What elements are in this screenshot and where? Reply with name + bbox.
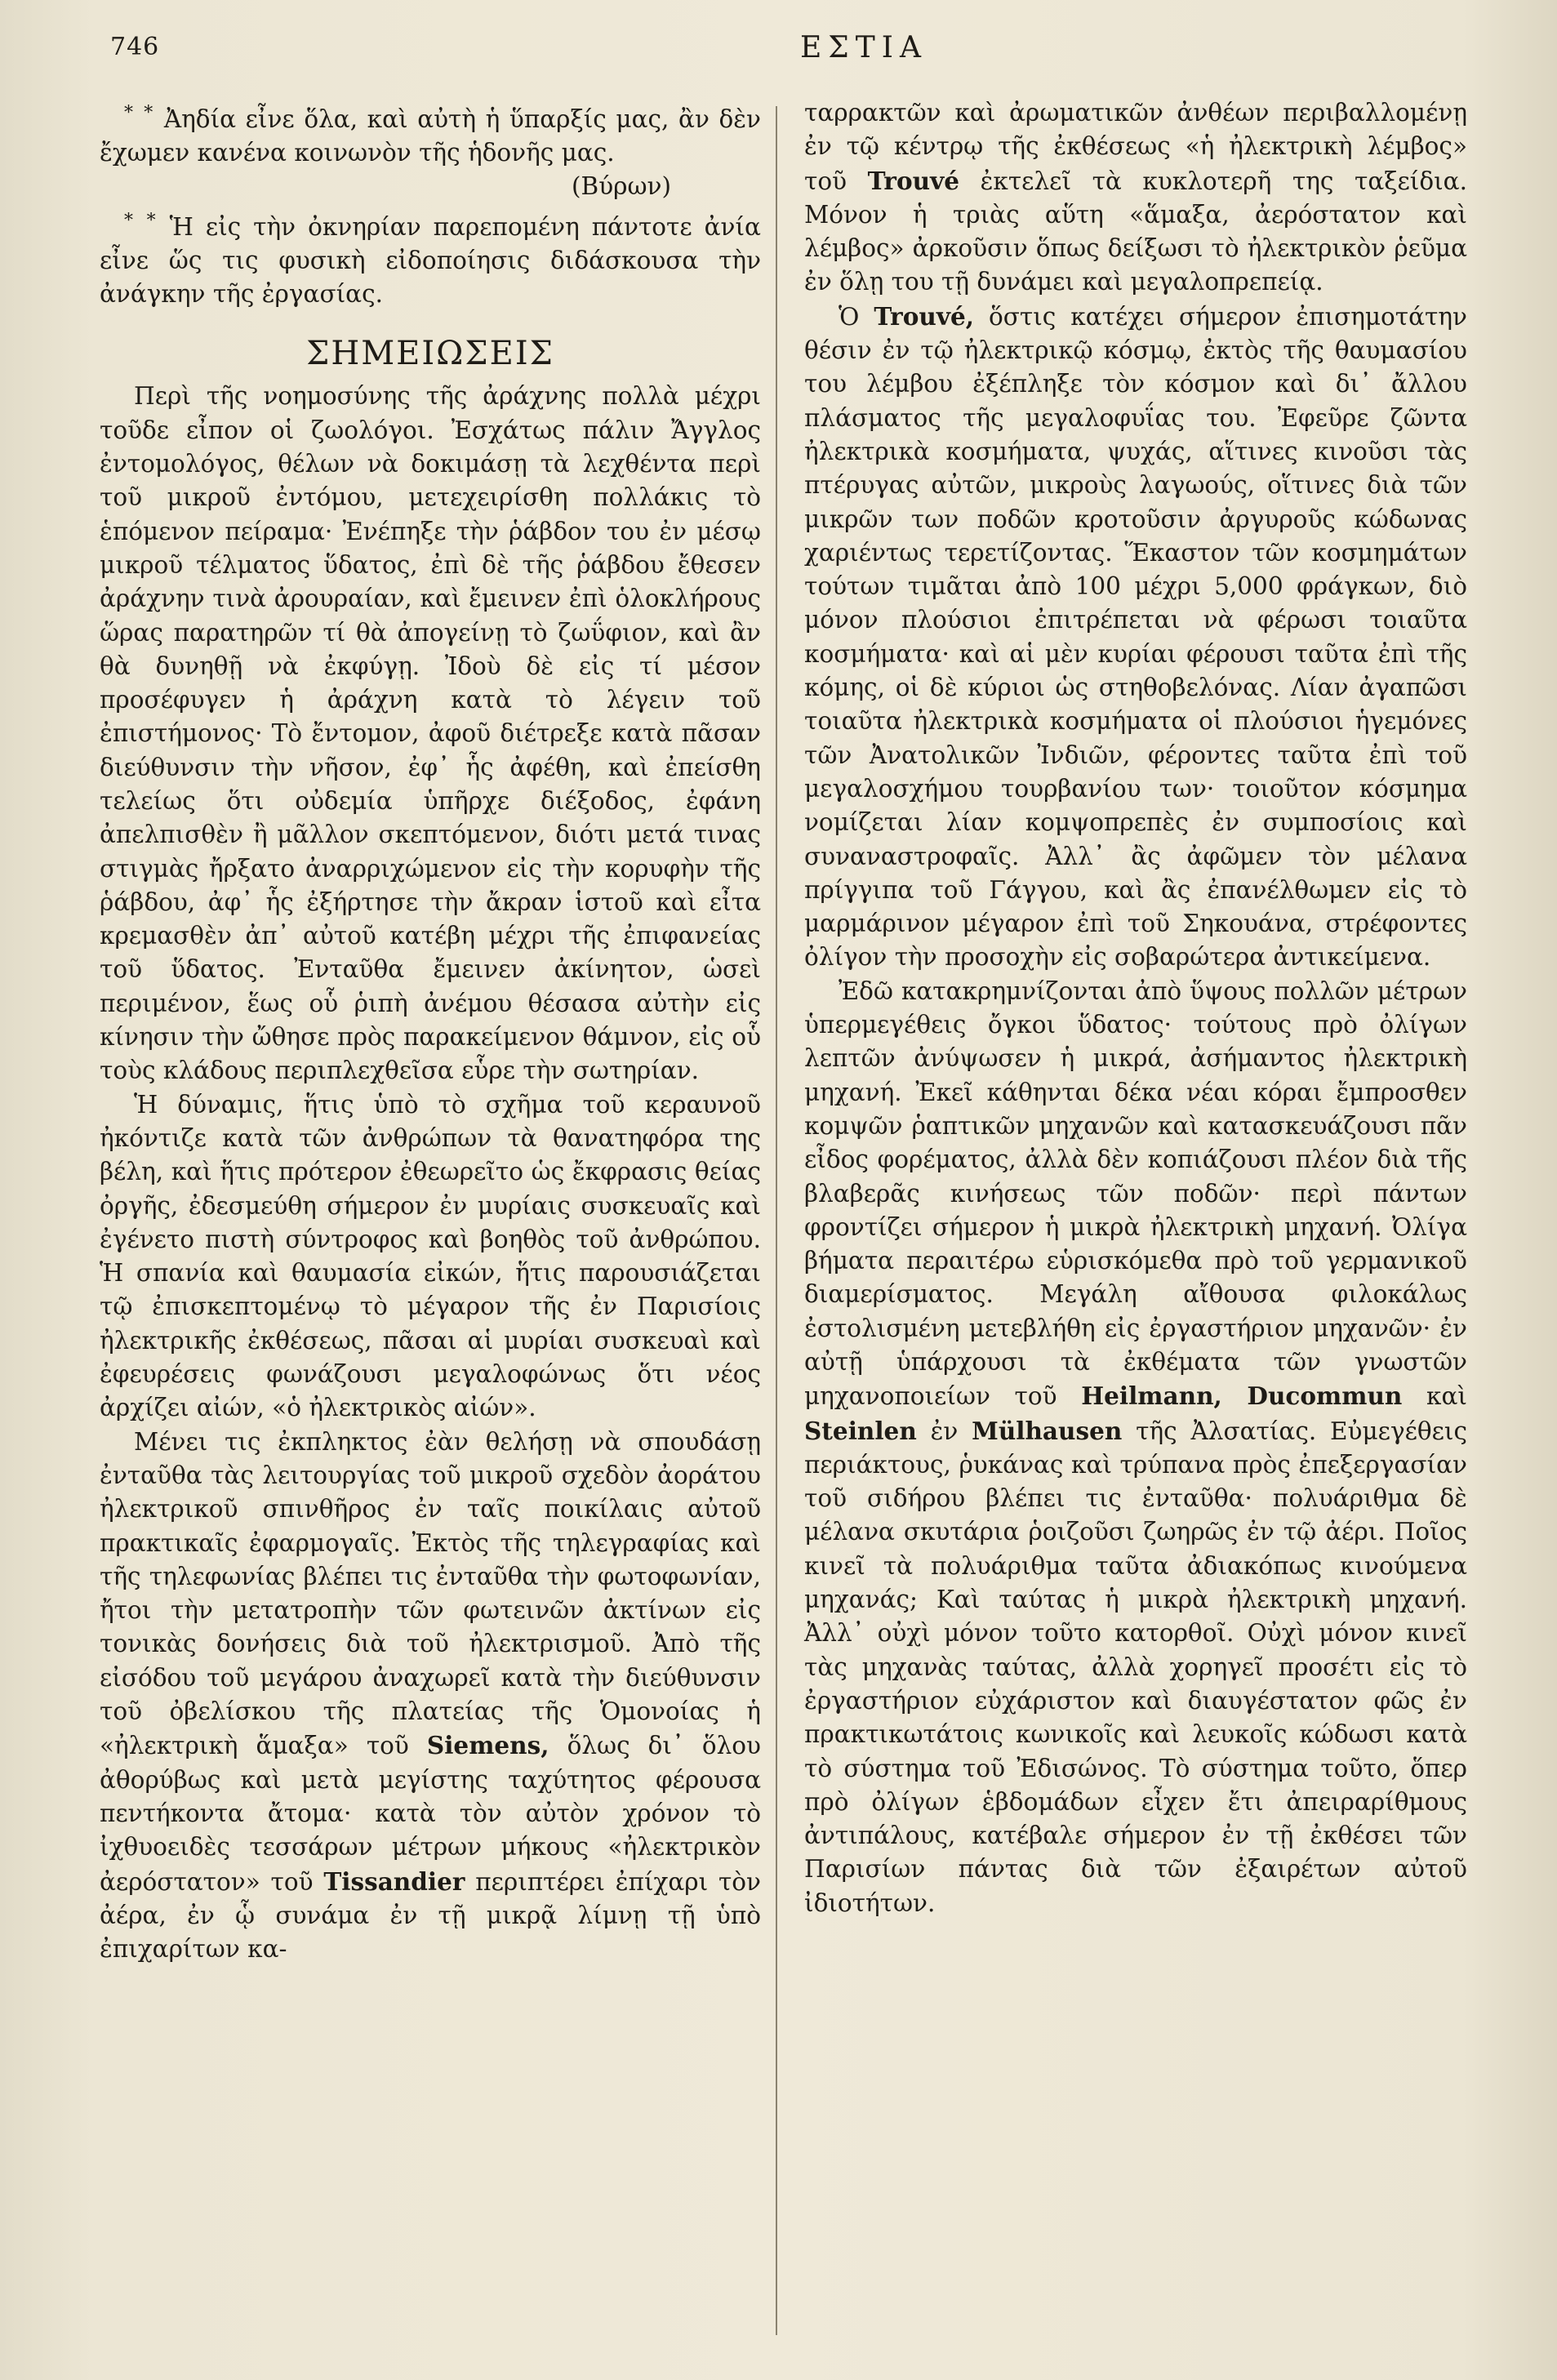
boat-paragraph — [804, 96, 1467, 300]
machines-text-2: τῆς Ἀλσατίας. Εὐμεγέθεις περιάκτους, ῥυκάνας καὶ τρύπανα πρὸς ἐπεξεργασίαν τοῦ σιδήρου βλέπει τις ἐνταῦθα· πολυάριθμα δὲ μέλανα σκυτάρια ῥοιζοῦσι ζωηρῶς ἐν τῷ ἀέρι. Ποῖος κινεῖ τὰ πολυάριθμα ταῦτα ἀδιακόπως κινούμενα μηχανάς; Καὶ ταύτας ἡ μικρὰ ἠλεκτρικὴ μηχανή. Ἀλλ᾽ οὐχὶ μόνον τοῦτο κατορθοῖ. Οὐχὶ μόνον κινεῖ τὰς μηχανὰς ταύτας, ἀλλὰ χορηγεῖ προσέτι εἰς τὸ ἐργαστήριον εὐχάριστον καὶ διαυγέστατον φῶς ἐν πρακτικωτάτοις κωνικοῖς καὶ λευκοῖς κώδωσι κατὰ τὸ σύστημα τοῦ Ἐδισώνος. Τὸ σύστημα τοῦτο, ὅπερ πρὸ ὀλίγων ἑβδομάδων εἶχεν ἔτι ἀπειραρίθμους ἀντιπάλους, κατέβαλε σήμερον ἐν τῇ ἐκθέσει τῶν Παρισίων πάντας διὰ τῶν ἐξαιρέτων αὐτοῦ ἰδιοτήτων. — [804, 1417, 1467, 1917]
name-tissandier: Tissandier — [323, 1866, 465, 1896]
epigraph-byron-text: Ἀηδία εἶνε ὅλα, καὶ αὐτὴ ἡ ὕπαρξίς μας, ἂν δὲν ἔχωμεν κανένα κοινωνὸν τῆς ἡδονῆς μας. — [100, 105, 761, 167]
boat-text-2: ἐκτελεῖ τὰ κυκλοτερῆ της ταξείδια. Μόνον ἡ τριὰς αὕτη «ἅμαξα, ἀερόστατον καὶ λέμβος» ἀρκοῦσιν ὅπως δείξωσι τὸ ἠλεκτρικὸν ῥεῦμα ἐν ὅλῃ του τῇ δυνάμει καὶ μεγαλοπρεπείᾳ. — [804, 167, 1467, 296]
name-steinlen: Steinlen — [804, 1416, 917, 1445]
name-trouve: Trouvé — [867, 166, 959, 195]
jewels-paragraph — [804, 300, 1467, 975]
exhibition-paragraph — [100, 1426, 761, 1967]
machines-text-1: Ἐδῶ κατακρημνίζονται ἀπὸ ὕψους πολλῶν μέτρων ὑπερμεγέθεις ὄγκοι ὕδατος· τούτους πρὸ ὀλίγων λεπτῶν ἀνύψωσεν ἡ μικρά, ἀσήμαντος ἠλεκτρικὴ μηχανή. Ἐκεῖ κάθηνται δέκα νέαι κόραι ἔμπροσθεν κομψῶν ῥαπτικῶν μηχανῶν καὶ κατασκευάζουσι πᾶν εἶδος φορέματος, ἀλλὰ δὲν κοπιάζουσι πλέον διὰ τῆς βλαβερᾶς κινήσεως τῶν ποδῶν· περὶ πάντων φροντίζει σήμερον ἡ μικρὰ ἠλεκτρικὴ μηχανή. Ὀλίγα βήματα περαιτέρω εὑρισκόμεθα πρὸ τοῦ γερμανικοῦ διαμερίσματος. Μεγάλη αἴθουσα φιλοκάλως ἐστολισμένη μετεβλήθη εἰς ἐργαστήριον μηχανῶν· ἐν αὐτῇ ὑπάρχουσι τὰ ἐκθέματα τῶν γνωστῶν μηχανοποιείων τοῦ — [804, 976, 1467, 1411]
journal-title: ΕΣΤΙΑ — [800, 31, 928, 65]
electricity-paragraph: Ἡ δύναμις, ἥτις ὑπὸ τὸ σχῆμα τοῦ κεραυνοῦ ἠκόντιζε κατὰ τῶν ἀνθρώπων τὰ θανατηφόρα της βέλη, καὶ ἥτις πρότερον ἐθεωρεῖτο ὡς ἔκφρασις θείας ὀργῆς, ἐδεσμεύθη σήμερον ἐν μυρίαις συσκευαῖς καὶ ἐγένετο πιστὴ σύντροφος καὶ βοηθὸς τοῦ ἀνθρώπου. Ἡ σπανία καὶ θαυμασία εἰκών, ἥτις παρουσιάζεται τῷ ἐπισκεπτομένῳ τὸ μέγαρον τῆς ἐν Παρισίοις ἠλεκτρικῆς ἐκθέσεως, πᾶσαι αἱ μυρίαι συσκευαὶ καὶ ἐφευρέσεις φωνάζουσι μεγαλοφώνως ὅτι νέος ἀρχίζει αἰών, «ὁ ἠλεκτρικὸς αἰών». — [100, 1090, 761, 1422]
column-divider — [776, 106, 777, 2335]
page-number: 746 — [110, 33, 160, 61]
right-column — [804, 96, 1467, 1920]
jewels-text-2: ὅστις κατέχει σήμερον ἐπισημοτάτην θέσιν ἐν τῷ ἠλεκτρικῷ κόσμῳ, ἐκτὸς τῆς θαυμασίου του λέμβου ἐξέπληξε τὸν κόσμον καὶ δι᾽ ἄλλου πλάσματος τῆς μεγαλοφυΐας του. Ἐφεῦρε ζῶντα ἠλεκτρικὰ κοσμήματα, ψυχάς, αἵτινες κινοῦσι τὰς πτέρυγας αὐτῶν, μικροὺς λαγωούς, οἵτινες διὰ τῶν μικρῶν των ποδῶν κροτοῦσιν ἀργυροῦς κώδωνας χαριέντως τερετίζοντας. Ἕκαστον τῶν κοσμημάτων τούτων τιμᾶται ἀπὸ 100 μέχρι 5,000 φράγκων, διὸ μόνον πλούσιοι ἐπιτρέπεται νὰ φέρωσι τοιαῦτα κοσμήματα· καὶ αἱ μὲν κυρίαι φέρουσι ταῦτα ἐπὶ τῆς κόμης, οἱ δὲ κύριοι ὡς στηθοβελόνας. Λίαν ἀγαπῶσι τοιαῦτα ἠλεκτρικὰ κοσμήματα οἱ πλούσιοι ἡγεμόνες τῶν Ἀνατολικῶν Ἰνδιῶν, φέροντες ταῦτα ἐπὶ τοῦ μεγαλοσχήμου τουρβανίου των· τοιοῦτον κόσμημα νομίζεται λίαν κομψοπρεπὲς ἐν συμποσίοις καὶ συναναστροφαῖς. Ἀλλ᾽ ἂς ἀφῶμεν τὸν μέλανα πρίγγιπα τοῦ Γάγγου, καὶ ἂς ἐπανέλθωμεν εἰς τὸ μαρμάρινον μέγαρον ἐπὶ τοῦ Σηκουάνα, στρέφοντες ὀλίγον τὴν προσοχὴν εἰς σοβαρώτερα ἀντικείμενα. — [804, 302, 1467, 972]
section-title: ΣΗΜΕΙΩΣΕΙΣ — [306, 335, 554, 373]
exhibition-text-2: ὅλως δι᾽ ὅλου ἀθορύβως καὶ μετὰ μεγίστης ταχύτητος φέρουσα πεντήκοντα ἄτομα· κατὰ τὸν αὐτὸν χρόνον τὸ ἰχθυοειδὲς τεσσάρων μέτρων μήκους «ἠλεκτρικὸν ἀερόστατον» τοῦ — [100, 1732, 761, 1896]
epigraph-idleness — [100, 204, 761, 312]
machines-paragraph — [804, 975, 1467, 1920]
epigraph-idleness-text: Ἡ εἰς τὴν ὀκνηρίαν παρεπομένη πάντοτε ἀνία εἶνε ὥς τις φυσικὴ εἰδοποίησις διδάσκουσα τὴν ἀνάγκην τῆς ἐργασίας. — [100, 212, 761, 309]
asterism-2: * * — [124, 210, 158, 231]
jewels-text-1: Ὁ — [839, 302, 860, 331]
name-siemens: Siemens, — [426, 1731, 549, 1760]
name-mulhausen: Mülhausen — [972, 1416, 1123, 1445]
exhibition-text-3: περιπτέρει ἐπίχαρι τὸν ἀέρα, ἐν ᾧ συνάμα ἐν τῇ μικρᾷ λίμνῃ τῇ ὑπὸ ἐπιχαρίτων κα- — [100, 1867, 761, 1964]
asterism-1: * * — [124, 103, 155, 123]
spider-paragraph: Περὶ τῆς νοημοσύνης τῆς ἀράχνης πολλὰ μέχρι τοῦδε εἶπον οἱ ζωολόγοι. Ἐσχάτως πάλιν Ἄγγλος ἐντομολόγος, θέλων νὰ δοκιμάσῃ τὰ λεχθέντα περὶ τοῦ μικροῦ ἐντόμου, μετεχειρίσθη πολλάκις τὸ ἑπόμενον πείραμα· Ἐνέπηξε τὴν ῥάβδον του ἐν μέσῳ μικροῦ τέλματος ὕδατος, ἐπὶ δὲ τῆς ῥάβδου ἔθεσεν ἀράχνην τινὰ ἀρουραίαν, καὶ ἔμεινεν ἐπὶ ὁλοκλήρους ὥρας παρατηρῶν τί θὰ ἀπογείνῃ τὸ ζωΰφιον, καὶ ἂν θὰ δυνηθῇ νὰ ἐκφύγῃ. Ἰδοὺ δὲ εἰς τί μέσον προσέφυγεν ἡ ἀράχνη κατὰ τὸ λέγειν τοῦ ἐπιστήμονος· Τὸ ἔντομον, ἀφοῦ διέτρεξε κατὰ πᾶσαν διεύθυνσιν τὴν νῆσον, ἐφ᾽ ἧς ἀφέθη, καὶ ἐπείσθη τελείως ὅτι οὐδεμία ὑπῆρχε διέξοδος, ἐφάνη ἀπελπισθὲν ἢ μᾶλλον σκεπτόμενον, διότι μετά τινας στιγμὰς ἤρξατο ἀναρριχώμενον εἰς τὴν κορυφὴν τῆς ῥάβδου, ἀφ᾽ ἧς ἐξήρτησε τὴν ἄκραν ἱστοῦ καὶ εἶτα κρεμασθὲν ἀπ᾽ αὐτοῦ κατέβη μέχρι τῆς ἐπιφανείας τοῦ ὕδατος. Ἐνταῦθα ἔμεινεν ἀκίνητον, ὡσεὶ περιμένον, ἕως οὗ ῥιπὴ ἀνέμου θέσασα αὐτὴν εἰς κίνησιν τὴν ὤθησε πρὸς παρακείμενον θάμνον, εἰς οὗ τοὺς κλάδους περιπλεχθεῖσα εὗρε τὴν σωτηρίαν. — [100, 382, 761, 1085]
name-trouve-2: Trouvé, — [874, 301, 975, 331]
epigraph-byron — [100, 96, 761, 170]
epigraph-attribution: (Βύρων) — [572, 172, 671, 201]
word-en: ἐν — [930, 1417, 959, 1445]
boat-text-1: ταρρακτῶν καὶ ἀρωματικῶν ἀνθέων περιβαλλομένῃ ἐν τῷ κέντρῳ τῆς ἐκθέσεως «ἡ ἠλεκτρικὴ λέμβος» τοῦ — [804, 99, 1467, 195]
page-header — [98, 31, 1486, 80]
left-column — [100, 96, 761, 1966]
name-heilmann-ducommun: Heilmann, Ducommun — [1081, 1381, 1403, 1411]
word-kai: καὶ — [1426, 1382, 1467, 1411]
exhibition-text-1: Μένει τις ἐκπληκτος ἐὰν θελήσῃ νὰ σπουδάσῃ ἐνταῦθα τὰς λειτουργίας τοῦ μικροῦ σχεδὸν ἀοράτου ἠλεκτρικοῦ σπινθῆρος ἐν ταῖς ποικίλαις αὐτοῦ πρακτικαῖς ἐφαρμογαῖς. Ἐκτὸς τῆς τηλεγραφίας καὶ τῆς τηλεφωνίας βλέπει τις ἐνταῦθα τὴν φωτοφωνίαν, ἤτοι τὴν μετατροπὴν τῶν φωτεινῶν ἀκτίνων εἰς τονικὰς δονήσεις διὰ τοῦ ἠλεκτρισμοῦ. Ἀπὸ τῆς εἰσόδου τοῦ μεγάρου ἀναχωρεῖ κατὰ τὴν διεύθυνσιν τοῦ ὀβελίσκου τῆς πλατείας τῆς Ὁμονοίας ἡ «ἠλεκτρικὴ ἅμαξα» τοῦ — [100, 1427, 761, 1760]
